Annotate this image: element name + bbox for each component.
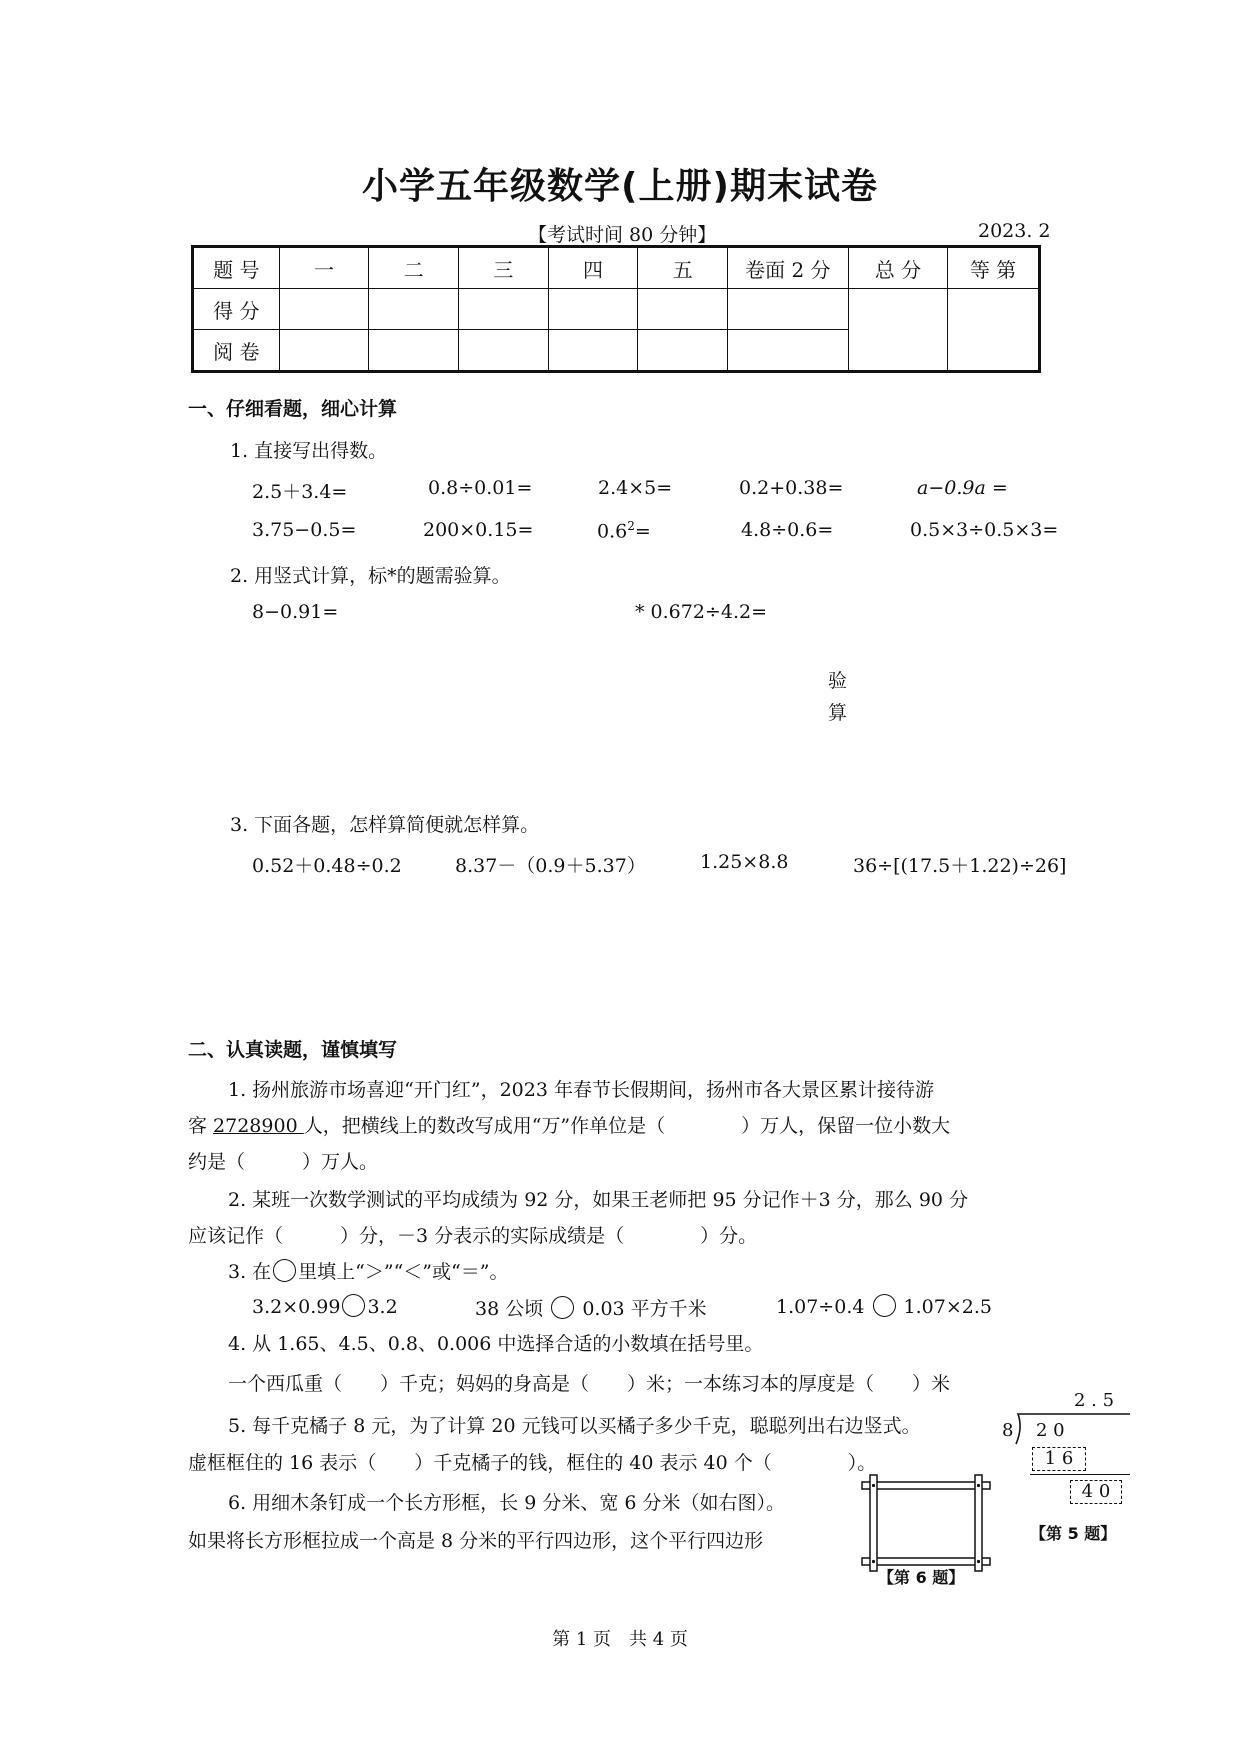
exam-date: 2023. 2 — [978, 220, 1051, 242]
underlined-number: 2728900 — [213, 1115, 304, 1137]
score-cell[interactable] — [369, 289, 459, 330]
score-table-header-row — [193, 247, 1040, 289]
score-row-label: 阅 卷 — [193, 330, 280, 372]
calc-item-square: $0.6^2=$ — [597, 519, 651, 543]
dashed-box-40: 4 0 — [1070, 1480, 1122, 1504]
division-quotient: 2 . 5 — [1074, 1390, 1115, 1411]
s2q2-line1: 2. 某班一次数学测试的平均成绩为 92 分，如果王老师把 95 分记作＋3 分，那么 90 分 — [228, 1189, 969, 1211]
s2q4-line2: 一个西瓜重（ ）千克；妈妈的身高是（ ）米；一本练习本的厚度是（ ）米 — [228, 1373, 951, 1395]
calc-item: 0.5×3÷0.5×3= — [910, 519, 1059, 541]
score-header-cell: 一 — [279, 247, 369, 289]
compare-item: 3.2×0.99 3.2 — [252, 1296, 398, 1318]
compare-circle[interactable] — [873, 1294, 896, 1317]
s2q2-line2: 应该记作（ ）分，－3 分表示的实际成绩是（ ）分。 — [188, 1225, 758, 1247]
s2q4-line1: 4. 从 1.65、4.5、0.8、0.006 中选择合适的小数填在括号里。 — [228, 1333, 764, 1355]
q3-prompt: 3. 下面各题，怎样算简便就怎样算。 — [230, 814, 540, 836]
score-cell[interactable] — [459, 289, 549, 330]
compare-circle[interactable] — [551, 1296, 574, 1319]
score-cell[interactable] — [728, 289, 849, 330]
circle-icon — [273, 1259, 296, 1282]
long-division-figure — [1002, 1390, 1132, 1530]
check-label: 验 — [828, 670, 848, 692]
s2q3-prompt: 3. 在 里填上“＞”“＜”或“＝”。 — [228, 1261, 509, 1283]
calc-item: 0.2+0.38= — [739, 477, 844, 499]
s2q5-line2: 虚框框住的 16 表示（ ）千克橘子的钱，框住的 40 表示 40 个（ ）。 — [188, 1452, 877, 1474]
grader-cell[interactable] — [459, 330, 549, 372]
calc-item: 2.4×5= — [598, 477, 673, 499]
figure5-caption: 【第 5 题】 — [1030, 1524, 1117, 1543]
score-table-row-score — [193, 289, 1040, 330]
score-row-label: 得 分 — [193, 289, 280, 330]
score-header-cell: 四 — [548, 247, 638, 289]
calc-item: 2.5＋3.4= — [252, 481, 348, 503]
score-cell[interactable] — [548, 289, 638, 330]
s2q6-line1: 6. 用细木条钉成一个长方形框，长 9 分米、宽 6 分米（如右图）。 — [228, 1492, 786, 1514]
check-label: 算 — [828, 702, 848, 724]
rectangle-frame-figure — [858, 1472, 994, 1572]
division-line — [1030, 1474, 1130, 1475]
score-cell[interactable] — [638, 289, 728, 330]
s2q1-line1: 1. 扬州旅游市场喜迎“开门红”，2023 年春节长假期间，扬州市各大景区累计接待游 — [228, 1079, 934, 1101]
score-header-cell: 总 分 — [848, 247, 948, 289]
division-divisor: 8 — [1002, 1420, 1014, 1441]
total-score-cell[interactable] — [848, 289, 948, 372]
exam-time: 【考试时间 80 分钟】 — [528, 224, 717, 246]
division-step1: 2 0 — [1036, 1420, 1065, 1441]
score-header-cell: 三 — [459, 247, 549, 289]
compare-item: 38 公顷 0.03 平方千米 — [475, 1298, 707, 1320]
calc-item: a−0.9a = — [917, 477, 1008, 499]
grader-cell[interactable] — [548, 330, 638, 372]
score-header-cell: 卷面 2 分 — [728, 247, 849, 289]
compare-circle[interactable] — [342, 1294, 365, 1317]
q1-prompt: 1. 直接写出得数。 — [230, 440, 388, 462]
grader-cell[interactable] — [369, 330, 459, 372]
simplify-item: 1.25×8.8 — [700, 851, 789, 873]
grade-cell[interactable] — [948, 289, 1040, 372]
calc-item: 4.8÷0.6= — [741, 519, 834, 541]
simplify-item: 0.52＋0.48÷0.2 — [252, 855, 402, 877]
s2q5-line1: 5. 每千克橘子 8 元，为了计算 20 元钱可以买橘子多少千克，聪聪列出右边竖式。 — [228, 1415, 921, 1437]
section2-heading: 二、认真读题，谨慎填写 — [188, 1039, 398, 1061]
dashed-box-16: 1 6 — [1032, 1447, 1086, 1471]
s2q6-line2: 如果将长方形框拉成一个高是 8 分米的平行四边形，这个平行四边形 — [188, 1530, 764, 1552]
score-cell[interactable] — [279, 289, 369, 330]
grader-cell[interactable] — [728, 330, 849, 372]
score-header-cell: 二 — [369, 247, 459, 289]
figure6-caption: 【第 6 题】 — [878, 1568, 965, 1587]
calc-item: 200×0.15= — [423, 519, 534, 541]
vertical-calc-item: 8−0.91= — [252, 601, 339, 623]
score-header-cell: 题 号 — [193, 247, 280, 289]
section1-heading: 一、仔细看题，细心计算 — [188, 398, 398, 420]
division-bracket — [1014, 1410, 1132, 1446]
grader-cell[interactable] — [279, 330, 369, 372]
score-header-cell: 五 — [638, 247, 728, 289]
s2q1-line2: 客 2728900 人，把横线上的数改写成用“万”作单位是（ ）万人，保留一位小数大 — [188, 1115, 951, 1137]
page-footer: 第 1 页 共 4 页 — [552, 1629, 688, 1650]
grader-cell[interactable] — [638, 330, 728, 372]
compare-item: 1.07÷0.4 1.07×2.5 — [776, 1296, 992, 1318]
score-table — [191, 245, 1041, 373]
q2-prompt: 2. 用竖式计算，标*的题需验算。 — [230, 565, 511, 587]
vertical-calc-item: * 0.672÷4.2= — [635, 601, 767, 623]
calc-item: 0.8÷0.01= — [428, 477, 533, 499]
calc-item: 3.75−0.5= — [252, 519, 357, 541]
page-title: 小学五年级数学(上册)期末试卷 — [362, 166, 878, 207]
simplify-item: 36÷[(17.5＋1.22)÷26] — [853, 855, 1067, 877]
simplify-item: 8.37－（0.9＋5.37） — [455, 855, 646, 877]
score-header-cell: 等 第 — [948, 247, 1040, 289]
s2q1-line3: 约是（ ）万人。 — [188, 1151, 379, 1173]
